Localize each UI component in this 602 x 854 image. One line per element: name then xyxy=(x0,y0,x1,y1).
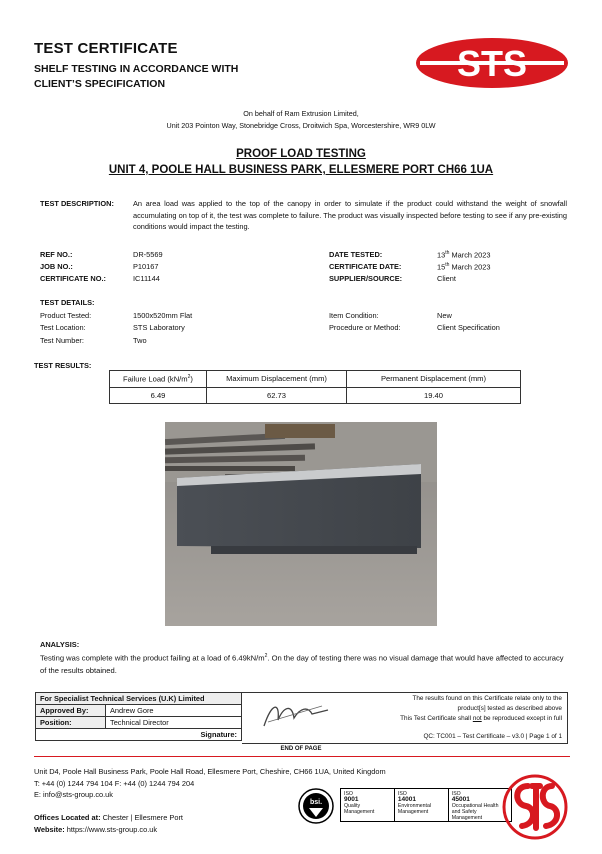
procedure-label: Procedure or Method: xyxy=(329,323,401,332)
supplier-value: Client xyxy=(437,274,456,283)
signature-label: Signature: xyxy=(36,729,242,741)
emblem-t xyxy=(532,786,540,828)
emblem-s-left xyxy=(517,786,533,826)
iso-badges xyxy=(340,788,512,822)
approved-by-label: Approved By: xyxy=(36,705,106,717)
max-displacement-value: 62.73 xyxy=(207,387,347,403)
shelf-base xyxy=(211,546,417,554)
bsi-logo xyxy=(298,788,334,824)
approval-approved-row xyxy=(36,705,242,717)
test-number-value: Two xyxy=(133,336,147,345)
approved-by-value: Andrew Gore xyxy=(106,705,242,717)
results-header-row xyxy=(110,371,521,388)
footer-address: Unit D4, Poole Hall Business Park, Poole Hall Road, Ellesmere Port, Cheshire, CH66 1UA, United Kingdom xyxy=(34,767,386,776)
certificate-no-label: CERTIFICATE NO.: xyxy=(40,274,106,283)
approval-table xyxy=(35,692,242,741)
bsi-text: bsi. xyxy=(309,799,323,806)
approval-signature-row xyxy=(36,729,242,741)
item-condition-label: Item Condition: xyxy=(329,311,379,320)
certificate-no-value: IC11144 xyxy=(133,274,160,283)
position-label: Position: xyxy=(36,717,106,729)
logo-text: STS xyxy=(456,43,528,84)
results-value-row xyxy=(110,387,521,403)
ref-no-label: REF NO.: xyxy=(40,250,73,259)
iso-14001-badge: ISO 14001 Environmental Management xyxy=(395,789,449,821)
client-name: On behalf of Ram Extrusion Limited, xyxy=(243,109,359,118)
approval-company: For Specialist Technical Services (U.K) Limited xyxy=(36,693,242,705)
approval-company-row xyxy=(36,693,242,705)
date-tested-value: 13th March 2023 xyxy=(437,250,491,260)
job-no-value: P10167 xyxy=(133,262,159,271)
test-location-value: STS Laboratory xyxy=(133,323,185,332)
end-of-page: END OF PAGE xyxy=(280,746,322,752)
permanent-displacement-value: 19.40 xyxy=(347,387,521,403)
date-tested-label: DATE TESTED: xyxy=(329,250,383,259)
footer-phone: T: +44 (0) 1244 794 104 F: +44 (0) 1244 794 204 xyxy=(34,778,195,788)
col-failure-load: Failure Load $(kN/m^2)$ xyxy=(110,371,207,388)
job-no-label: JOB NO.: xyxy=(40,262,73,271)
emblem-s-right xyxy=(543,786,557,826)
certificate-title: TEST CERTIFICATE xyxy=(34,40,178,57)
test-number-label: Test Number: xyxy=(40,336,84,345)
failure-load-value: 6.49 xyxy=(110,387,207,403)
product-tested-label: Product Tested: xyxy=(40,311,92,320)
certificate-date-value: 15th March 2023 xyxy=(437,262,491,272)
certificate-subtitle: SHELF TESTING IN ACCORDANCE WITH CLIENT’S SPECIFICATION xyxy=(34,63,239,90)
product-tested-value: 1500x520mm Flat xyxy=(133,311,193,320)
test-description-text: An area load was applied to the top of the canopy in order to simulate if the product could withstand the weight of snowfall accumulating on top of it, the test was complete to failure. The product was visually inspected before testing to see if any pre-existing conditions would impact the testing. xyxy=(133,199,567,231)
client-address: Unit 203 Pointon Way, Stonebridge Cross, Droitwich Spa, Worcestershire, WR9 0LW xyxy=(166,121,436,130)
test-details-heading: TEST DETAILS: xyxy=(40,298,95,307)
certificate-notes: The results found on this Certificate relate only to the product[s] tested as described above This Test Certificate shall not be reproduced except in full xyxy=(400,695,562,722)
supplier-label: SUPPLIER/SOURCE: xyxy=(329,274,403,283)
iso-9001-badge: ISO 9001 Quality Management xyxy=(341,789,395,821)
wood-block xyxy=(265,424,335,438)
test-location-label: Test Location: xyxy=(40,323,86,332)
analysis-heading: ANALYSIS: xyxy=(40,640,80,649)
approval-position-row xyxy=(36,717,242,729)
test-description-label: TEST DESCRIPTION: xyxy=(40,199,114,208)
ref-no-value: DR-5569 xyxy=(133,250,163,259)
signature-image xyxy=(258,696,338,736)
heading-proof-load: PROOF LOAD TESTING xyxy=(236,148,366,160)
footer-email[interactable]: E: info@sts-group.co.uk xyxy=(34,790,113,799)
test-photo xyxy=(165,422,437,626)
procedure-value: Client Specification xyxy=(437,323,500,332)
qc-reference: QC: TC001 – Test Certificate – v3.0 | Page 1 of 1 xyxy=(423,733,562,740)
heading-location: UNIT 4, POOLE HALL BUSINESS PARK, ELLESMERE PORT CH66 1UA xyxy=(108,164,494,176)
sts-emblem xyxy=(502,772,568,842)
col-max-displacement: Maximum Displacement (mm) xyxy=(207,371,347,388)
test-results-heading: TEST RESULTS: xyxy=(34,361,92,370)
footer-website[interactable]: Website: https://www.sts-group.co.uk xyxy=(34,825,158,834)
certificate-date-label: CERTIFICATE DATE: xyxy=(329,262,402,271)
item-condition-value: New xyxy=(437,311,452,320)
col-permanent-displacement: Permanent Displacement (mm) xyxy=(347,371,521,388)
footer-divider xyxy=(34,756,570,757)
position-value: Technical Director xyxy=(106,717,242,729)
analysis-text: Testing was complete with the product failing at a load of $6.49kN/m^2$. On the day of testing there was no visual damage that would have affected to accuracy of the results obtained. xyxy=(40,653,564,675)
iso-45001-badge: ISO 45001 Occupational Health and Safety Management xyxy=(451,791,499,821)
sts-logo xyxy=(414,36,570,90)
results-table xyxy=(109,370,521,404)
footer-offices: Offices Located at: Chester | Ellesmere Port Website: https://www.sts-group.co.uk xyxy=(34,813,183,834)
